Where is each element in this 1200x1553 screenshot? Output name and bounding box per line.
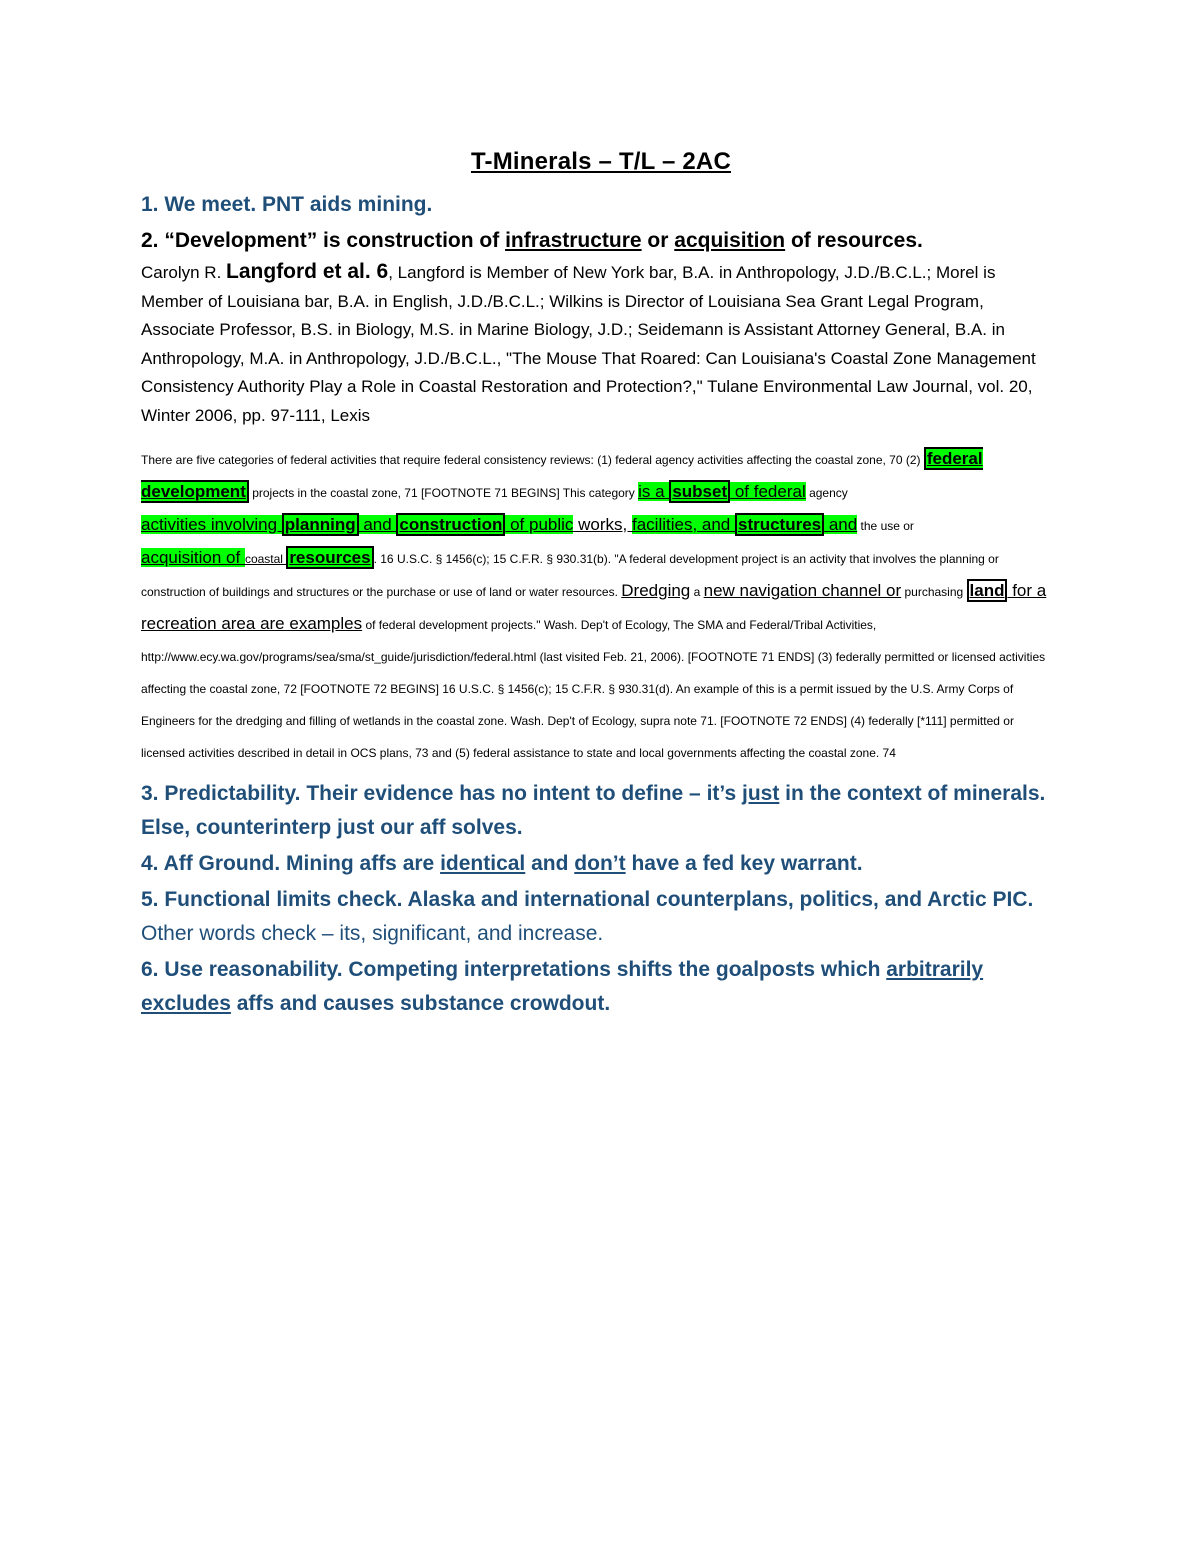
point-6-tag [141,953,1061,1021]
citation-author: Langford et al. 6 [226,260,389,283]
card-text-6: . 16 U.S.C. § 1456(c); 15 C.F.R. § 930.31(b). "A federal development project is an activity that involves the planning or construction of buildings and structures or the purchase or use of land or water resources. [141,551,999,599]
card-text-9: of federal development projects." Wash. Dep't of Ecology, The SMA and Federal/Tribal Activities, http://www.ecy.wa.gov/programs/sea/sma/st_guide/jurisdiction/federal.html (last visited Feb. 21, 2006). [FOOTNOTE 71 ENDS] (3) federally permitted or licensed activities affecting the coastal zone, 72 [FOOTNOTE 72 BEGINS] 16 U.S.C. § 1456(c); 15 C.F.R. § 930.31(d). An example of this is a permit issued by the U.S. Army Corps of Engineers for the dredging and filling of wetlands in the coastal zone. Wash. Dep't of Ecology, supra note 71. [FOOTNOTE 72 ENDS] (4) federally [*111] permitted or licensed activities described in detail in OCS plans, 73 and (5) federal assistance to state and local governments affecting the coastal zone. 74 [141,617,1046,760]
point-3-tag [141,777,1061,845]
card-text-2: projects in the coastal zone, 71 [FOOTNOTE 71 BEGINS] This category [248,485,639,500]
point-2-acquisition: acquisition [674,229,786,252]
citation-pre: Carolyn R. [141,263,227,282]
point-2-infrastructure: infrastructure [505,229,642,252]
card-subset: subset [669,480,730,503]
point-3-text-c: in the context of minerals. Else, counterinterp just our aff solves. [141,781,1046,839]
card-is-a: is a [638,481,670,501]
point-5-tag [141,883,1061,951]
point-4-text-c: and [525,851,575,875]
card-and-2: and [824,514,858,534]
card-of-federal: of federal [730,481,806,501]
point-6-arbitrarily-excludes: arbitrarily excludes [141,957,984,1015]
card-facilities: facilities, and [631,514,735,534]
evidence-card [141,443,1061,769]
card-text-4: the use or [857,518,914,533]
point-3-text-a: 3. Predictability. Their evidence has no intent to define – it’s [141,781,742,805]
card-of-public: of public [505,514,574,534]
card-works: works, [573,514,632,534]
card-construction: construction [396,513,505,536]
point-2-text-a: 2. “Development” is construction of [141,229,506,252]
card-and-1: and [358,514,397,534]
point-4-dont: don’t [574,851,626,875]
point-6-text-c: affs and causes substance crowdout. [230,991,611,1015]
point-4-text-e: have a fed key warrant. [625,851,863,875]
card-coastal: coastal [244,551,287,566]
point-6-text-a: 6. Use reasonability. Competing interpretations shifts the goalposts which [141,957,887,981]
card-new-navigation: new navigation channel or [703,580,902,600]
card-acquisition-of: acquisition of [141,547,245,567]
page-title: T-Minerals – T/L – 2AC [470,148,732,175]
point-3-just: just [741,781,780,805]
card-dredging: Dredging [621,580,691,600]
point-1-tag: 1. We meet. PNT aids mining. [141,193,433,216]
card-activities-involving: activities involving [141,514,282,534]
card-text-3: agency [805,485,848,500]
citation [141,258,1061,431]
document-body [141,148,1061,1021]
card-planning: planning [282,513,359,536]
card-text-8: purchasing [901,584,967,599]
point-5-text-b: Other words check – its, significant, and increase. [141,921,604,945]
citation-rest: , Langford is Member of New York bar, B.A. in Anthropology, J.D./B.C.L.; Morel is Member of Louisiana bar, B.A. in English, J.D./B.C.L.; Wilkins is Director of Louisiana Sea Grant Legal Program, Associate Professor, B.S. in Biology, M.S. in Marine Biology, J.D.; Seidemann is Assistant Attorney General, B.A. in Anthropology, M.A. in Anthropology, J.D./B.C.L., "The Mouse That Roared: Can Louisiana's Coastal Zone Management Consistency Authority Play a Role in Coastal Restoration and Protection?," Tulane Environmental Law Journal, vol. 20, Winter 2006, pp. 97-111, Lexis [141,263,1036,425]
point-5-text-a: 5. Functional limits check. Alaska and international counterplans, politics, and Arctic PIC. [141,887,1034,911]
point-4-identical: identical [440,851,526,875]
card-text-1: There are five categories of federal activities that require federal consistency reviews: (1) federal agency activities affecting the coastal zone, 70 (2) [141,452,924,467]
card-federal-development: federal development [141,448,983,501]
point-2-text-c: or [641,229,675,252]
card-text-7: a [690,584,704,599]
card-structures: structures [735,513,824,536]
point-4-text-a: 4. Aff Ground. Mining affs are [141,851,441,875]
card-land: land [967,579,1008,602]
point-2-tag [141,226,1061,256]
card-recreation: for a recreation area are examples [141,580,1047,633]
point-4-tag [141,847,1061,881]
card-resources: resources [286,546,373,569]
point-2-text-e: of resources. [785,229,923,252]
